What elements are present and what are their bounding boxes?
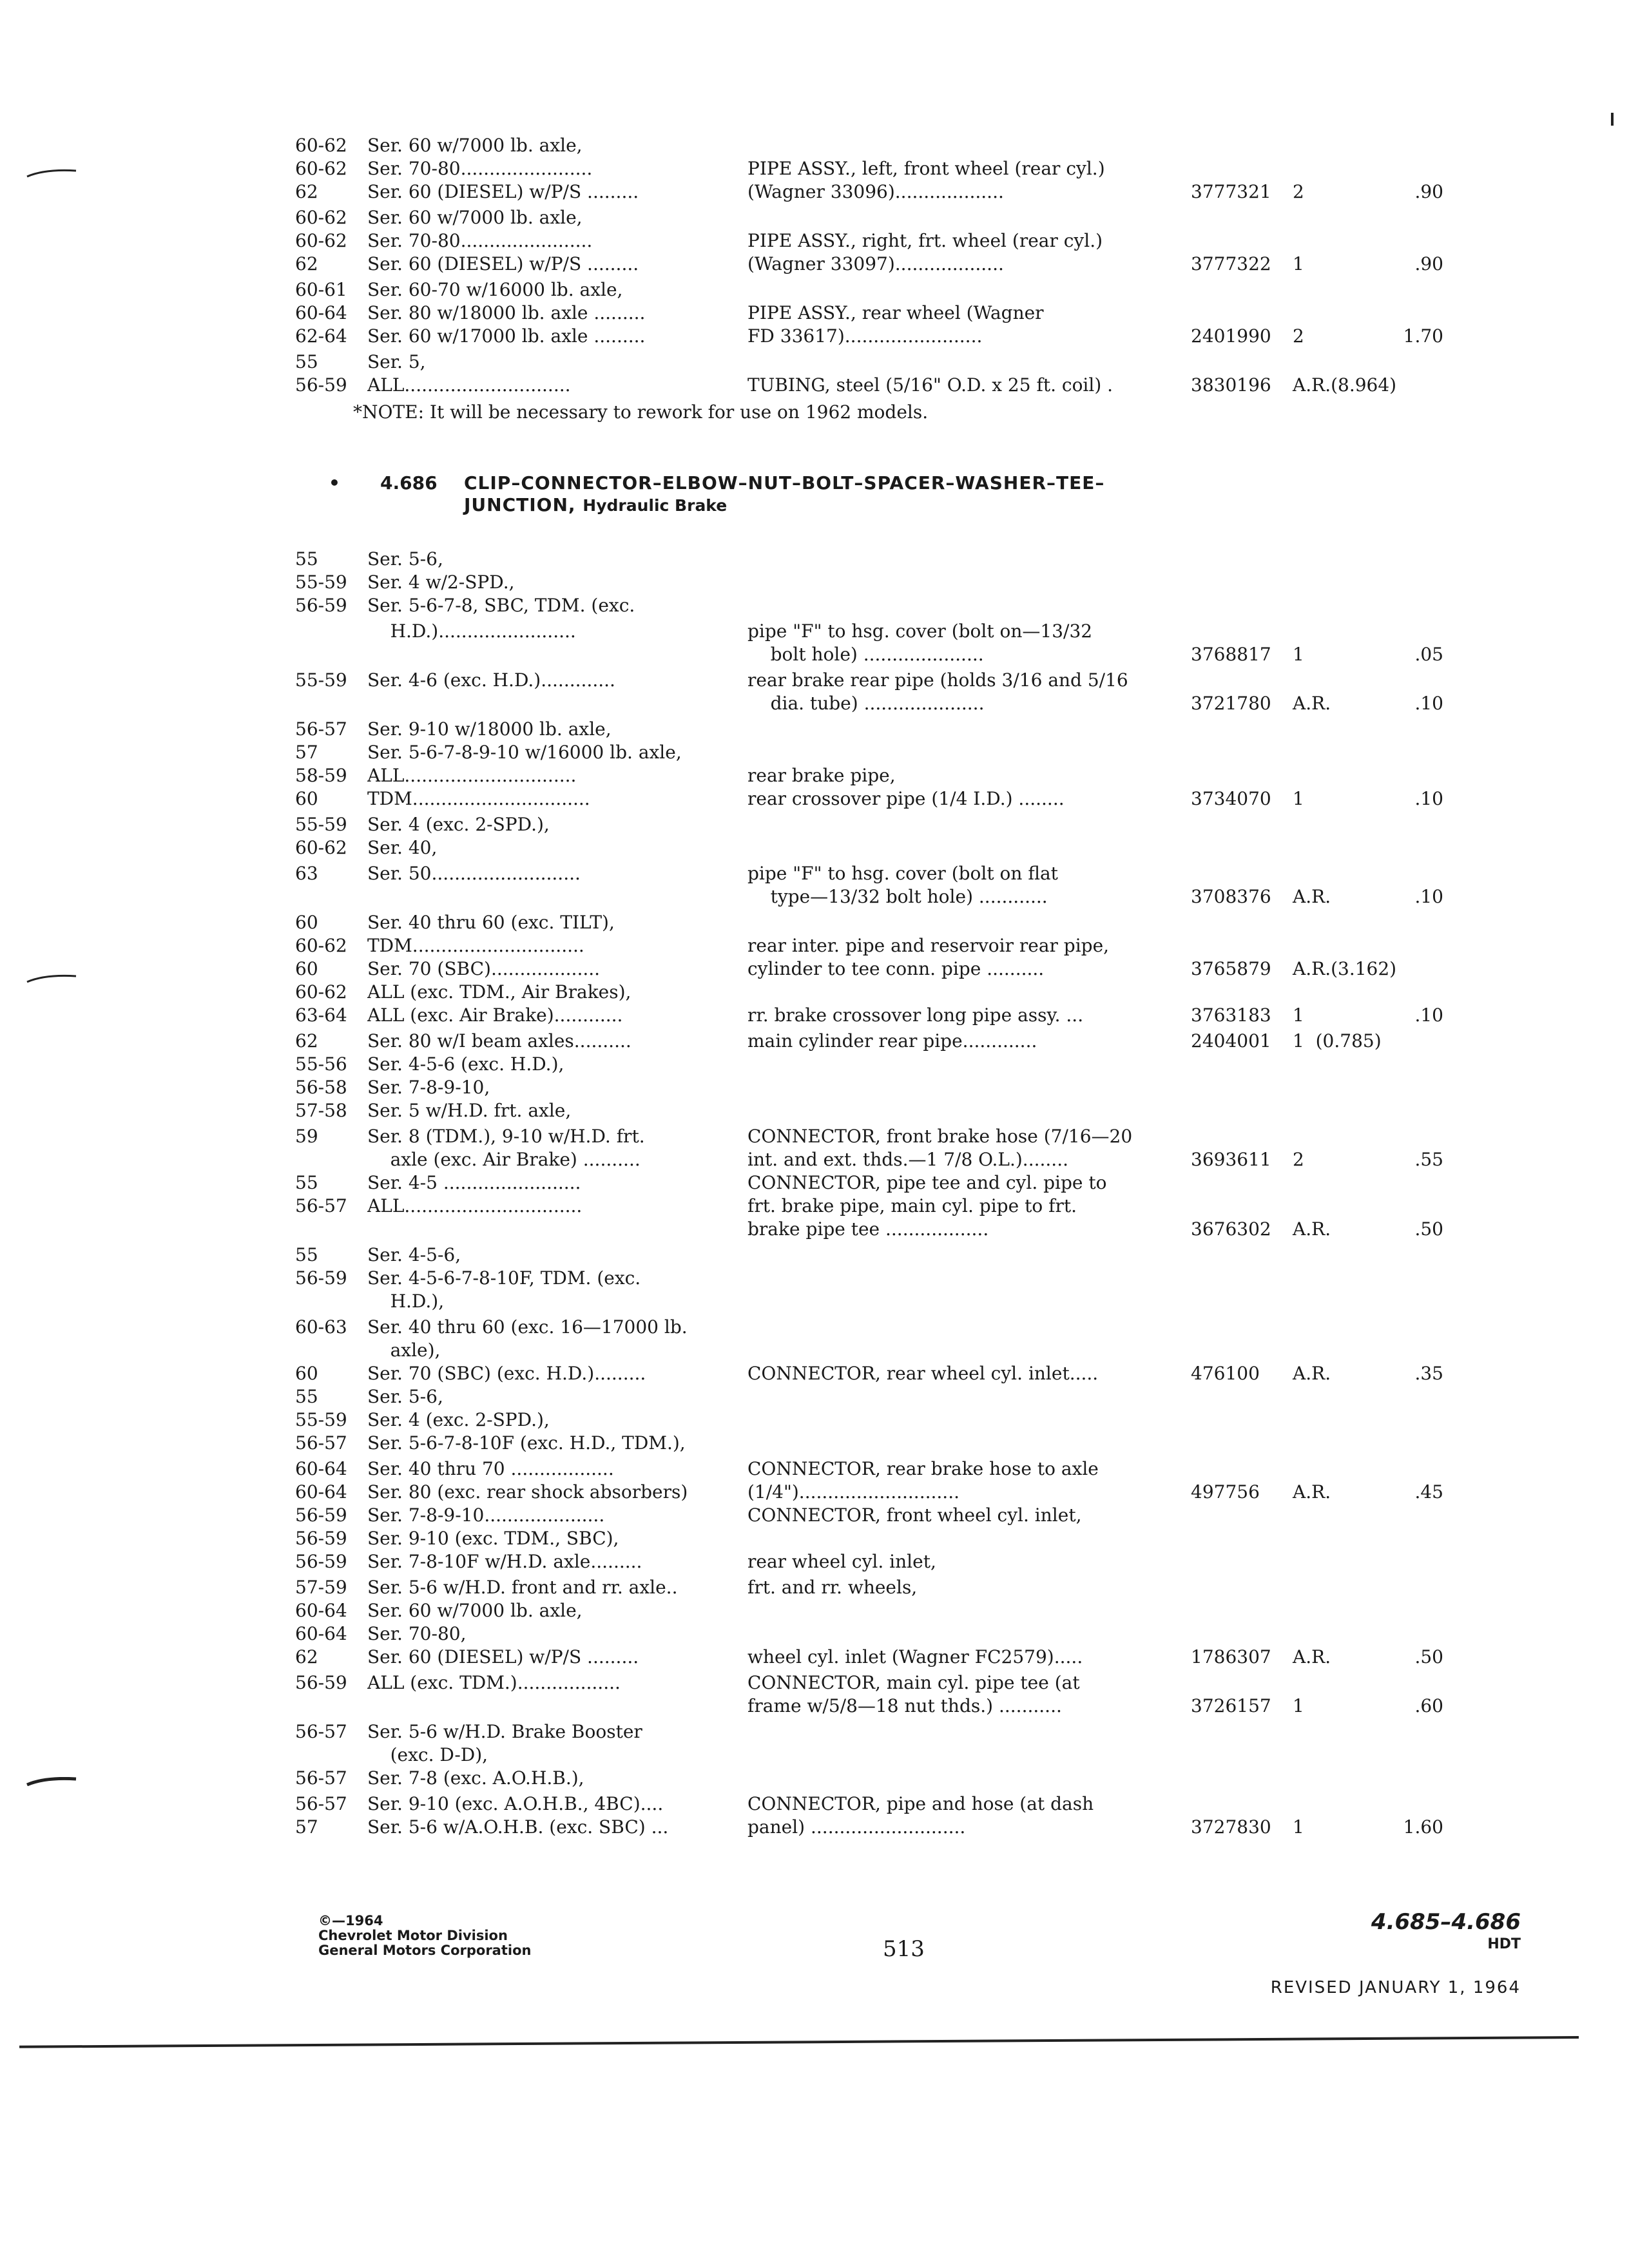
model-series: ALL...............................	[367, 1195, 583, 1216]
model-series: Ser. 60 w/7000 lb. axle,	[367, 135, 583, 156]
model-series: Ser. 4 (exc. 2-SPD.),	[367, 814, 550, 835]
part-description: main cylinder rear pipe.............	[747, 1030, 1037, 1052]
part-number: 1786307	[1191, 1646, 1271, 1667]
part-description: rear crossover pipe (1/4 I.D.) ........	[747, 788, 1065, 809]
model-series: Ser. 9-10 w/18000 lb. axle,	[367, 718, 612, 740]
model-series: Ser. 70 (SBC)...................	[367, 958, 601, 979]
model-series: Ser. 7-8 (exc. A.O.H.B.),	[367, 1767, 584, 1789]
model-series: TDM...............................	[367, 788, 590, 809]
year-range: 56-59	[295, 1504, 347, 1526]
quantity: 1	[1293, 644, 1304, 665]
model-series: Ser. 80 w/18000 lb. axle .........	[367, 302, 646, 323]
quantity: 1	[1293, 788, 1304, 809]
price: .10	[1414, 788, 1443, 809]
year-range: 60	[295, 958, 318, 979]
quantity: A.R.	[1293, 693, 1331, 714]
model-series: Ser. 5-6 w/H.D. Brake Booster	[367, 1721, 642, 1742]
model-series: Ser. 4-5 ........................	[367, 1172, 581, 1193]
binder-mark-icon	[26, 169, 77, 178]
model-series: Ser. 70-80.......................	[367, 158, 593, 179]
part-number: 3777322	[1191, 253, 1271, 274]
part-description: CONNECTOR, front brake hose (7/16—20	[747, 1126, 1133, 1147]
part-number: 3721780	[1191, 693, 1271, 714]
price: .35	[1414, 1363, 1443, 1384]
revised-date: REVISED JANUARY 1, 1964	[1270, 1978, 1521, 1997]
price: .45	[1414, 1481, 1443, 1503]
quantity: A.R.	[1293, 1218, 1331, 1240]
price: .55	[1414, 1149, 1443, 1170]
note: *NOTE: It will be necessary to rework for use on 1962 models.	[353, 401, 929, 423]
part-description: bolt hole) .....................	[747, 644, 984, 665]
year-range: 60-62	[295, 135, 347, 156]
part-description: (1/4")............................	[747, 1481, 959, 1503]
year-range: 56-59	[295, 595, 347, 616]
part-description: CONNECTOR, pipe tee and cyl. pipe to	[747, 1172, 1107, 1193]
model-series: Ser. 70-80,	[367, 1623, 467, 1644]
model-series: H.D.)........................	[367, 620, 576, 642]
part-description: int. and ext. thds.—1 7/8 O.L.)........	[747, 1149, 1068, 1170]
section-title-junction: JUNCTION,	[464, 494, 576, 515]
model-series: Ser. 5-6-7-8-10F (exc. H.D., TDM.),	[367, 1432, 686, 1454]
year-range: 63	[295, 863, 318, 884]
price: .10	[1414, 1004, 1443, 1026]
part-description: PIPE ASSY., rear wheel (Wagner	[747, 302, 1044, 323]
year-range: 55	[295, 351, 318, 372]
model-series: Ser. 50..........................	[367, 863, 581, 884]
model-series: Ser. 8 (TDM.), 9-10 w/H.D. frt.	[367, 1126, 645, 1147]
model-series: Ser. 60 (DIESEL) w/P/S .........	[367, 181, 639, 202]
price: .90	[1414, 181, 1443, 202]
page-number: 513	[883, 1936, 925, 1962]
year-range: 60-62	[295, 158, 347, 179]
model-series: Ser. 60 (DIESEL) w/P/S .........	[367, 1646, 639, 1667]
part-description: CONNECTOR, rear wheel cyl. inlet.....	[747, 1363, 1099, 1384]
year-range: 56-59	[295, 374, 347, 396]
part-number: 3768817	[1191, 644, 1271, 665]
quantity: 2	[1293, 1149, 1304, 1170]
year-range: 57-59	[295, 1577, 347, 1598]
quantity: 1	[1293, 1004, 1304, 1026]
model-series: Ser. 60 w/7000 lb. axle,	[367, 207, 583, 228]
price: 1.60	[1403, 1816, 1443, 1838]
year-range: 60-64	[295, 1600, 347, 1621]
model-series: Ser. 9-10 (exc. TDM., SBC),	[367, 1528, 619, 1549]
model-series: TDM..............................	[367, 935, 584, 956]
model-series: Ser. 40 thru 60 (exc. TILT),	[367, 912, 615, 933]
year-range: 62-64	[295, 325, 347, 347]
year-range: 60-62	[295, 981, 347, 1003]
model-series: ALL (exc. TDM.)..................	[367, 1672, 621, 1693]
model-series: Ser. 5-6,	[367, 548, 443, 570]
year-range: 56-59	[295, 1267, 347, 1289]
part-description: rear wheel cyl. inlet,	[747, 1551, 936, 1572]
year-range: 55-59	[295, 814, 347, 835]
year-range: 60	[295, 1363, 318, 1384]
year-range: 56-57	[295, 1793, 347, 1814]
model-series: Ser. 9-10 (exc. A.O.H.B., 4BC)....	[367, 1793, 664, 1814]
part-number: 3830196	[1191, 374, 1271, 396]
price: .10	[1414, 693, 1443, 714]
section-title-line1: CLIP–CONNECTOR–ELBOW–NUT–BOLT–SPACER–WASHER–TEE–	[464, 472, 1105, 494]
year-range: 60-63	[295, 1316, 347, 1338]
model-series: ALL.............................	[367, 374, 571, 396]
model-series: Ser. 4-6 (exc. H.D.).............	[367, 669, 615, 691]
model-series: ALL..............................	[367, 765, 577, 786]
model-series: axle),	[367, 1340, 441, 1361]
part-description: rear brake pipe,	[747, 765, 896, 786]
price: .10	[1414, 886, 1443, 907]
model-series: Ser. 5-6-7-8-9-10 w/16000 lb. axle,	[367, 742, 682, 763]
part-description: PIPE ASSY., left, front wheel (rear cyl.)	[747, 158, 1105, 179]
footer-copyright: ©—1964	[318, 1913, 383, 1928]
part-number: 2401990	[1191, 325, 1271, 347]
year-range: 56-57	[295, 718, 347, 740]
part-number: 3763183	[1191, 1004, 1271, 1026]
section-title-line2	[464, 494, 727, 517]
model-series: ALL (exc. Air Brake)............	[367, 1004, 623, 1026]
part-description: wheel cyl. inlet (Wagner FC2579).....	[747, 1646, 1083, 1667]
edge-tick	[1611, 113, 1614, 126]
section-title-suffix: Hydraulic Brake	[583, 496, 728, 515]
year-range: 57	[295, 1816, 318, 1838]
year-range: 56-59	[295, 1528, 347, 1549]
model-series: Ser. 4-5-6,	[367, 1244, 461, 1265]
quantity: 2	[1293, 325, 1304, 347]
year-range: 55-59	[295, 1409, 347, 1430]
binder-mark-icon	[26, 974, 77, 983]
year-range: 60-62	[295, 230, 347, 251]
year-range: 56-59	[295, 1672, 347, 1693]
section-number: 4.686	[380, 472, 438, 494]
part-description: panel) ...........................	[747, 1816, 966, 1838]
footer-section-range: 4.685–4.686	[1371, 1909, 1521, 1935]
part-description: PIPE ASSY., right, frt. wheel (rear cyl.)	[747, 230, 1103, 251]
year-range: 59	[295, 1126, 318, 1147]
year-range: 55	[295, 1172, 318, 1193]
model-series: H.D.),	[367, 1291, 445, 1312]
quantity: 1	[1293, 1816, 1304, 1838]
model-series: Ser. 7-8-9-10,	[367, 1077, 490, 1098]
model-series: Ser. 60-70 w/16000 lb. axle,	[367, 279, 623, 300]
part-number: 3765879	[1191, 958, 1271, 979]
year-range: 55	[295, 548, 318, 570]
year-range: 55-59	[295, 572, 347, 593]
year-range: 56-59	[295, 1551, 347, 1572]
part-description: rear brake rear pipe (holds 3/16 and 5/16	[747, 669, 1128, 691]
part-description: frt. and rr. wheels,	[747, 1577, 918, 1598]
model-series: (exc. D-D),	[367, 1744, 488, 1765]
model-series: Ser. 60 w/17000 lb. axle .........	[367, 325, 646, 347]
year-range: 60-64	[295, 1481, 347, 1503]
part-description: pipe "F" to hsg. cover (bolt on—13/32	[747, 620, 1093, 642]
year-range: 60-64	[295, 1458, 347, 1479]
part-description: rr. brake crossover long pipe assy. ...	[747, 1004, 1084, 1026]
part-description: CONNECTOR, pipe and hose (at dash	[747, 1793, 1094, 1814]
year-range: 58-59	[295, 765, 347, 786]
year-range: 55	[295, 1386, 318, 1407]
part-number: 2404001	[1191, 1030, 1271, 1052]
model-series: Ser. 4-5-6 (exc. H.D.),	[367, 1053, 564, 1075]
model-series: Ser. 70 (SBC) (exc. H.D.).........	[367, 1363, 646, 1384]
year-range: 55-56	[295, 1053, 347, 1075]
part-description: brake pipe tee ..................	[747, 1218, 989, 1240]
year-range: 57-58	[295, 1100, 347, 1121]
price: .60	[1414, 1695, 1443, 1716]
model-series: Ser. 5-6,	[367, 1386, 443, 1407]
model-series: Ser. 4-5-6-7-8-10F, TDM. (exc.	[367, 1267, 641, 1289]
year-range: 56-57	[295, 1432, 347, 1454]
year-range: 60-62	[295, 837, 347, 858]
price: .50	[1414, 1646, 1443, 1667]
quantity: 1	[1293, 253, 1304, 274]
part-description: frt. brake pipe, main cyl. pipe to frt.	[747, 1195, 1077, 1216]
part-description: (Wagner 33097)...................	[747, 253, 1004, 274]
model-series: Ser. 7-8-10F w/H.D. axle.........	[367, 1551, 642, 1572]
year-range: 60	[295, 788, 318, 809]
year-range: 60-62	[295, 935, 347, 956]
year-range: 56-57	[295, 1767, 347, 1789]
part-number: 3708376	[1191, 886, 1271, 907]
model-series: Ser. 60 w/7000 lb. axle,	[367, 1600, 583, 1621]
part-description: rear inter. pipe and reservoir rear pipe,	[747, 935, 1110, 956]
model-series: ALL (exc. TDM., Air Brakes),	[367, 981, 631, 1003]
footer-section	[1353, 1908, 1521, 1954]
year-range: 62	[295, 253, 318, 274]
quantity: A.R.	[1293, 886, 1331, 907]
year-range: 56-58	[295, 1077, 347, 1098]
model-series: axle (exc. Air Brake) ..........	[367, 1149, 641, 1170]
footer-section-code: HDT	[1487, 1936, 1521, 1952]
year-range: 62	[295, 181, 318, 202]
part-description: pipe "F" to hsg. cover (bolt on flat	[747, 863, 1058, 884]
part-description: cylinder to tee conn. pipe ..........	[747, 958, 1045, 979]
part-number: 3777321	[1191, 181, 1271, 202]
year-range: 56-57	[295, 1195, 347, 1216]
model-series: Ser. 4 (exc. 2-SPD.),	[367, 1409, 550, 1430]
part-description: frame w/5/8—18 nut thds.) ...........	[747, 1695, 1062, 1716]
quantity: A.R.	[1293, 1363, 1331, 1384]
part-description: TUBING, steel (5/16" O.D. x 25 ft. coil) .	[747, 374, 1113, 396]
year-range: 62	[295, 1646, 318, 1667]
price: .90	[1414, 253, 1443, 274]
model-series: Ser. 5-6 w/A.O.H.B. (exc. SBC) ...	[367, 1816, 669, 1838]
price: .50	[1414, 1218, 1443, 1240]
year-range: 60-64	[295, 302, 347, 323]
model-series: Ser. 4 w/2-SPD.,	[367, 572, 515, 593]
binder-mark-icon	[26, 1777, 77, 1786]
part-description: dia. tube) .....................	[747, 693, 985, 714]
quantity: A.R.(3.162)	[1293, 958, 1397, 979]
part-number: 476100	[1191, 1363, 1260, 1384]
year-range: 60-61	[295, 279, 347, 300]
footer-division: Chevrolet Motor Division	[318, 1928, 508, 1943]
year-range: 56-57	[295, 1721, 347, 1742]
year-range: 57	[295, 742, 318, 763]
year-range: 60-62	[295, 207, 347, 228]
part-number: 3734070	[1191, 788, 1271, 809]
quantity: A.R.	[1293, 1481, 1331, 1503]
year-range: 55-59	[295, 669, 347, 691]
model-series: Ser. 80 w/I beam axles..........	[367, 1030, 631, 1052]
part-description: CONNECTOR, rear brake hose to axle	[747, 1458, 1099, 1479]
model-series: Ser. 40,	[367, 837, 438, 858]
part-description: type—13/32 bolt hole) ............	[747, 886, 1048, 907]
model-series: Ser. 60 (DIESEL) w/P/S .........	[367, 253, 639, 274]
quantity: A.R.	[1293, 1646, 1331, 1667]
part-description: CONNECTOR, front wheel cyl. inlet,	[747, 1504, 1082, 1526]
model-series: Ser. 40 thru 70 ..................	[367, 1458, 614, 1479]
year-range: 63-64	[295, 1004, 347, 1026]
quantity: A.R.(8.964)	[1293, 374, 1397, 396]
footer-publisher	[318, 1914, 531, 1958]
model-series: Ser. 5 w/H.D. frt. axle,	[367, 1100, 572, 1121]
model-series: Ser. 80 (exc. rear shock absorbers)	[367, 1481, 688, 1503]
year-range: 60	[295, 912, 318, 933]
quantity: 2	[1293, 181, 1304, 202]
year-range: 62	[295, 1030, 318, 1052]
part-description: CONNECTOR, main cyl. pipe tee (at	[747, 1672, 1080, 1693]
model-series: Ser. 70-80.......................	[367, 230, 593, 251]
part-description: FD 33617)........................	[747, 325, 983, 347]
model-series: Ser. 40 thru 60 (exc. 16—17000 lb.	[367, 1316, 688, 1338]
model-series: Ser. 5-6 w/H.D. front and rr. axle..	[367, 1577, 678, 1598]
part-number: 3727830	[1191, 1816, 1271, 1838]
quantity: 1	[1293, 1695, 1304, 1716]
year-range: 55	[295, 1244, 318, 1265]
model-series: Ser. 5-6-7-8, SBC, TDM. (exc.	[367, 595, 635, 616]
part-number: 3726157	[1191, 1695, 1271, 1716]
model-series: Ser. 5,	[367, 351, 426, 372]
part-number: 3693611	[1191, 1149, 1271, 1170]
price: 1.70	[1403, 325, 1443, 347]
part-number: 497756	[1191, 1481, 1260, 1503]
quantity: 1 (0.785)	[1293, 1030, 1382, 1052]
part-number: 3676302	[1191, 1218, 1271, 1240]
price: .05	[1414, 644, 1443, 665]
part-description: (Wagner 33096)...................	[747, 181, 1004, 202]
year-range: 60-64	[295, 1623, 347, 1644]
model-series: Ser. 7-8-9-10.....................	[367, 1504, 605, 1526]
footer-corporation: General Motors Corporation	[318, 1943, 532, 1958]
section-bullet: •	[329, 472, 340, 494]
